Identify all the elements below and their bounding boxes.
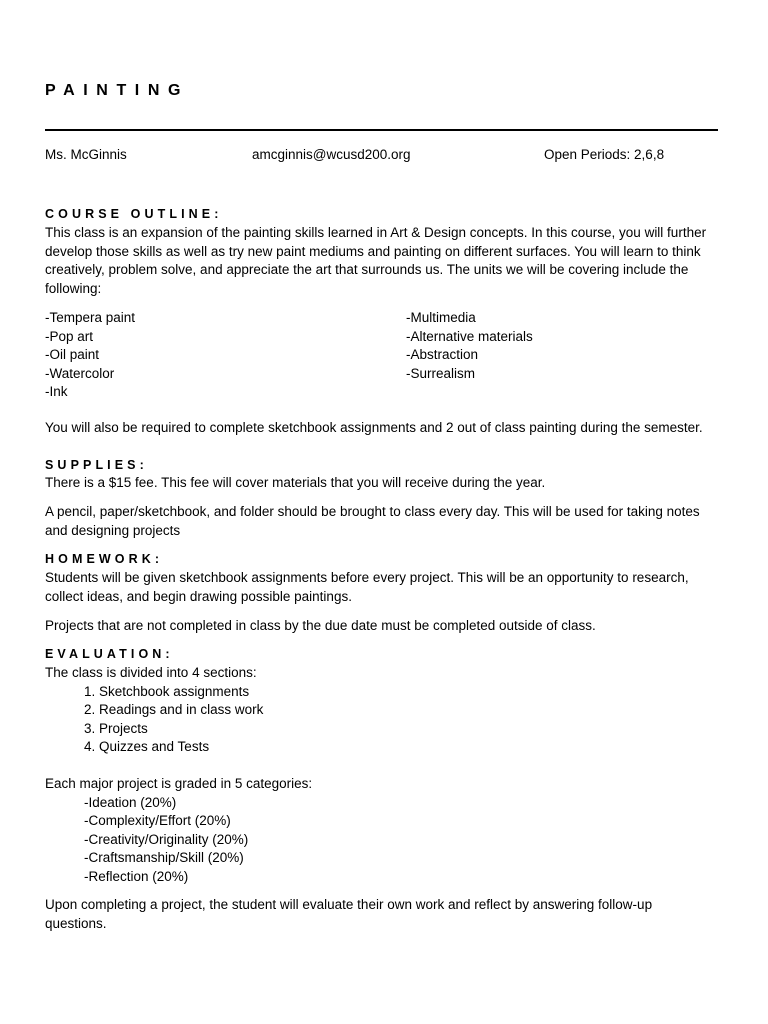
supplies-heading: SUPPLIES: bbox=[45, 458, 148, 472]
paragraph-line: A pencil, paper/sketchbook, and folder should be brought to class every day. This will be used for taking notes bbox=[45, 504, 700, 519]
evaluation-sections: The class is divided into 4 sections: 1. Sketchbook assignments 2. Readings and in class work 3. Projects 4. Quizzes and Tests bbox=[45, 664, 725, 757]
evaluation-categories: Each major project is graded in 5 categories: -Ideation (20%) -Complexity/Effort (20%) -Creativity/Originality (20%) -Craftsmanship/Skill (20%) -Reflection (20%) bbox=[45, 775, 725, 887]
list-item: -Watercolor bbox=[45, 365, 115, 381]
unit-column-1 bbox=[45, 309, 135, 402]
paragraph-line: This class is an expansion of the painting skills learned in Art & Design concepts. In this course, you will further bbox=[45, 225, 707, 240]
evaluation-heading: EVALUATION: bbox=[45, 647, 174, 661]
teacher-email: amcginnis@wcusd200.org bbox=[252, 147, 411, 162]
list-item: -Complexity/Effort (20%) bbox=[84, 813, 231, 829]
page-title: PAINTING bbox=[45, 82, 190, 99]
paragraph-line: creatively, problem solve, and appreciate the art that surrounds us. The units we will be covering include the bbox=[45, 262, 689, 278]
teacher-name: Ms. McGinnis bbox=[45, 147, 127, 162]
unit-column-2 bbox=[406, 309, 533, 383]
list-item: 4. Quizzes and Tests bbox=[84, 739, 210, 755]
homework-projects: Projects that are not completed in class by the due date must be completed outside of class. bbox=[45, 618, 596, 633]
course-outline-closing: You will also be required to complete sketchbook assignments and 2 out of class painting during the semester. bbox=[45, 420, 703, 435]
list-item: -Reflection (20%) bbox=[84, 868, 189, 884]
list-item: -Craftsmanship/Skill (20%) bbox=[84, 850, 244, 866]
paragraph-line: following: bbox=[45, 280, 102, 296]
evaluation-reflection bbox=[45, 896, 725, 933]
list-item: -Abstraction bbox=[406, 347, 479, 363]
supplies-materials bbox=[45, 503, 725, 540]
paragraph-line: and designing projects bbox=[45, 522, 181, 538]
list-item: -Surrealism bbox=[406, 365, 476, 381]
paragraph-line: Upon completing a project, the student will evaluate their own work and reflect by answering follow-up bbox=[45, 897, 653, 912]
course-outline-heading: COURSE OUTLINE: bbox=[45, 207, 223, 221]
list-item: -Alternative materials bbox=[406, 328, 533, 344]
list-item: -Tempera paint bbox=[45, 310, 136, 325]
paragraph-line: questions. bbox=[45, 915, 107, 931]
title-underline bbox=[45, 129, 718, 131]
list-item: -Creativity/Originality (20%) bbox=[84, 831, 249, 847]
list-item: 1. Sketchbook assignments bbox=[84, 683, 250, 699]
list-item: -Pop art bbox=[45, 328, 94, 344]
list-item: -Ideation (20%) bbox=[84, 794, 177, 810]
list-item: -Ink bbox=[45, 384, 68, 400]
paragraph-line: collect ideas, and begin drawing possible paintings. bbox=[45, 588, 352, 604]
list-item: -Multimedia bbox=[406, 310, 476, 325]
homework-heading: HOMEWORK: bbox=[45, 552, 164, 566]
course-outline-intro bbox=[45, 224, 725, 298]
homework-sketchbook bbox=[45, 569, 725, 606]
paragraph-line: develop those skills as well as try new paint mediums and painting on different surfaces. You will learn to think bbox=[45, 243, 701, 259]
supplies-fee: There is a $15 fee. This fee will cover materials that you will receive during the year. bbox=[45, 475, 546, 490]
list-item: 2. Readings and in class work bbox=[84, 702, 264, 718]
list-item: -Oil paint bbox=[45, 347, 100, 363]
paragraph-line: Students will be given sketchbook assignments before every project. This will be an opportunity to research, bbox=[45, 570, 689, 585]
open-periods: Open Periods: 2,6,8 bbox=[544, 147, 665, 162]
contact-info bbox=[45, 146, 725, 166]
list-item: 3. Projects bbox=[84, 720, 148, 736]
